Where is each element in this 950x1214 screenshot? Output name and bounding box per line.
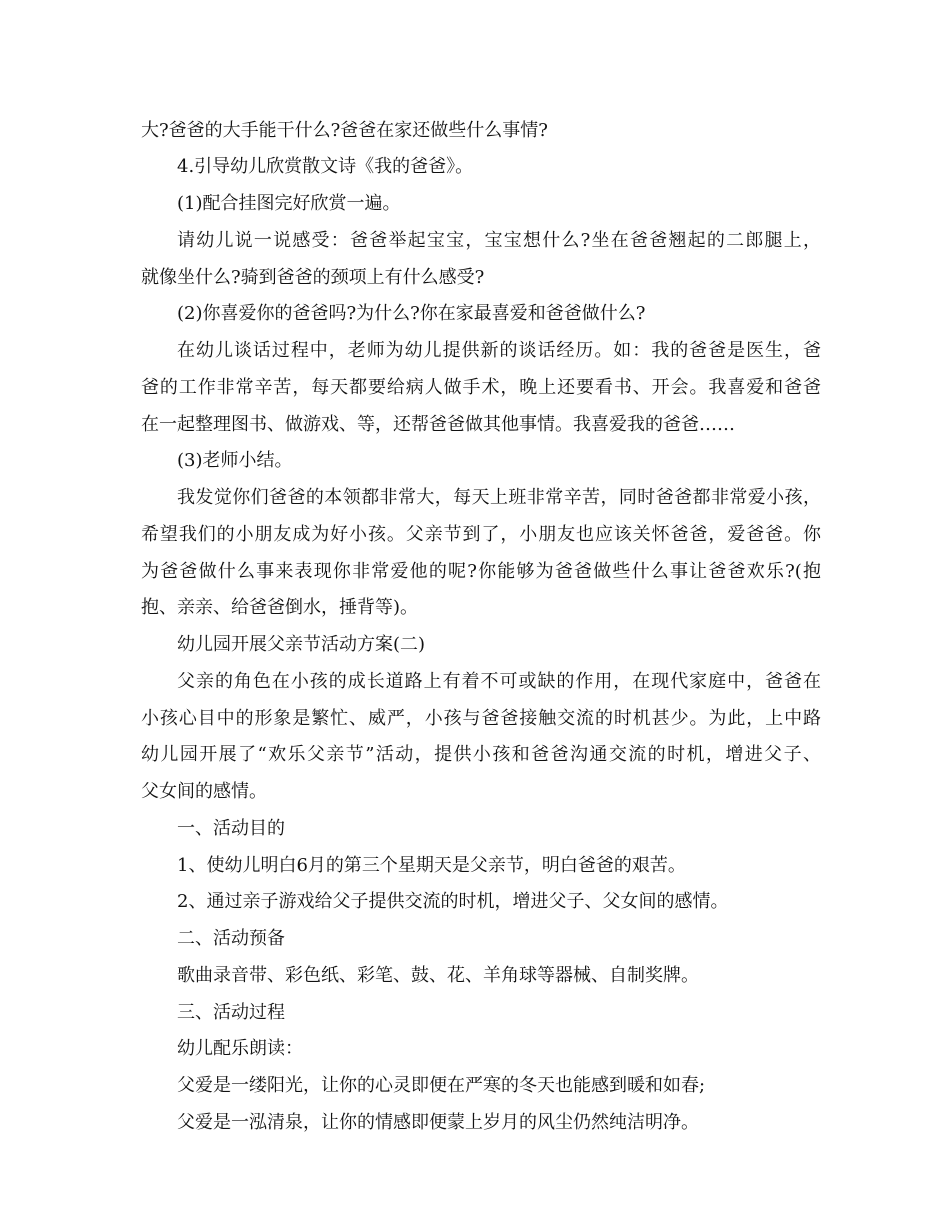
paragraph-line: 小孩心目中的形象是繁忙、威严，小孩与爸爸接触交流的时机甚少。为此，上中路 <box>141 708 821 729</box>
paragraph-line: 抱、亲亲、给爸爸倒水，捶背等)。 <box>141 597 419 618</box>
paragraph-line: (2)你喜爱你的爸爸吗?为什么?你在家最喜爱和爸爸做什么? <box>177 303 646 324</box>
paragraph-line: 为爸爸做什么事来表现你非常爱他的呢?你能够为爸爸做些什么事让爸爸欢乐?(抱 <box>141 561 821 582</box>
paragraph-line: 歌曲录音带、彩色纸、彩笔、鼓、花、羊角球等器械、自制奖牌。 <box>177 965 699 986</box>
paragraph-line: 爸的工作非常辛苦，每天都要给病人做手术，晚上还要看书、开会。我喜爱和爸爸 <box>141 377 821 398</box>
paragraph-line: 在幼儿谈话过程中，老师为幼儿提供新的谈话经历。如：我的爸爸是医生，爸 <box>177 340 821 361</box>
paragraph-line: 希望我们的小朋友成为好小孩。父亲节到了，小朋友也应该关怀爸爸，爱爸爸。你 <box>141 524 821 545</box>
paragraph-line: 4.引导幼儿欣赏散文诗《我的爸爸》。 <box>177 156 474 177</box>
paragraph-line: 幼儿配乐朗读： <box>177 1038 303 1059</box>
list-item: 1、使幼儿明白6月的第三个星期天是父亲节，明白爸爸的艰苦。 <box>177 855 686 876</box>
paragraph-line: 就像坐什么?骑到爸爸的颈项上有什么感受? <box>141 267 485 288</box>
paragraph-line: 父女间的感情。 <box>141 781 267 802</box>
paragraph-line: 父爱是一缕阳光，让你的心灵即便在严寒的冬天也能感到暖和如春; <box>177 1075 706 1096</box>
section-heading: 二、活动预备 <box>177 928 285 949</box>
section-heading: 幼儿园开展父亲节活动方案(二) <box>177 634 426 655</box>
paragraph-line: 请幼儿说一说感受：爸爸举起宝宝，宝宝想什么?坐在爸爸翘起的二郎腿上， <box>177 230 821 251</box>
paragraph-line: 父亲的角色在小孩的成长道路上有着不可或缺的作用，在现代家庭中，爸爸在 <box>177 671 821 692</box>
list-item: 2、通过亲子游戏给父子提供交流的时机，增进父子、父女间的感情。 <box>177 891 729 912</box>
paragraph-line: 幼儿园开展了“欢乐父亲节”活动，提供小孩和爸爸沟通交流的时机，增进父子、 <box>141 744 821 765</box>
paragraph-line: (3)老师小结。 <box>177 450 293 471</box>
paragraph-line: 在一起整理图书、做游戏、等，还帮爸爸做其他事情。我喜爱我的爸爸…… <box>141 414 735 435</box>
paragraph-line: 大?爸爸的大手能干什么?爸爸在家还做些什么事情? <box>141 120 548 141</box>
paragraph-line: 父爱是一泓清泉，让你的情感即便蒙上岁月的风尘仍然纯洁明净。 <box>177 1112 699 1133</box>
section-heading: 三、活动过程 <box>177 1002 285 1023</box>
section-heading: 一、活动目的 <box>177 818 285 839</box>
paragraph-line: (1)配合挂图完好欣赏一遍。 <box>177 193 401 214</box>
paragraph-line: 我发觉你们爸爸的本领都非常大，每天上班非常辛苦，同时爸爸都非常爱小孩， <box>177 487 821 508</box>
